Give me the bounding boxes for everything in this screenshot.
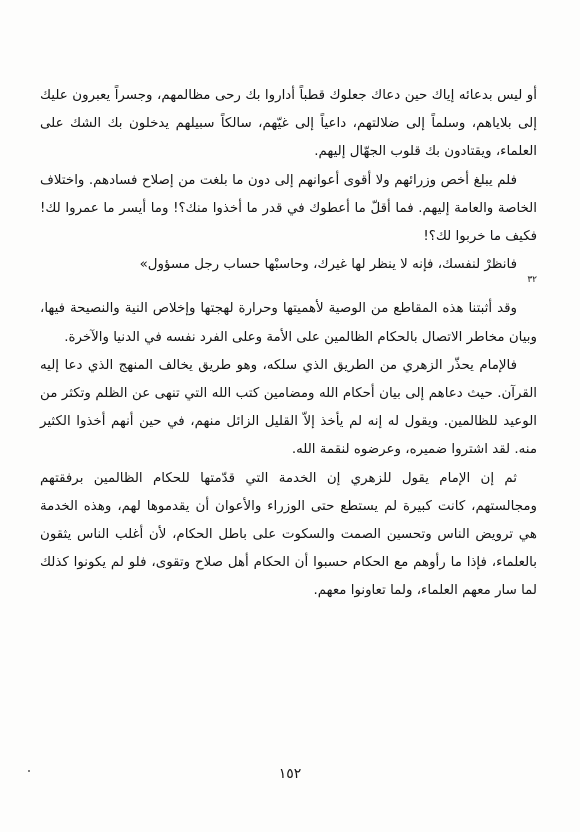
footnote-reference: ٣٢ <box>527 275 537 286</box>
paragraph-2: فلم يبلغ أخص وزرائهم ولا أقوى أعوانهم إلى دون ما بلغت من إصلاح فسادهم. واختلاف الخاصة والعامة إليهم. فما أقلّ ما أعطوك في قدر ما أخذوا منك؟! وما أيسر ما عمروا لك! فكيف ما خربوا لك؟! <box>40 172 537 245</box>
paragraph-6: ثم إن الإمام يقول للزهري إن الخدمة التي قدّمتها للحكام الظالمين برفقتهم ومجالستهم، كانت كبيرة لم يستطع حتى الوزراء والأعوان أن يقدموها لهم، وهذه الخدمة هي ترويض الناس وتحسين الصمت والسكوت على باطل الحكام، لأن أغلب الناس يثقون بالعلماء، فإذا ما رأوهم مع الحكام حسبوا أن الحكام أهل صلاح وتقوى، فلو لم يكونوا كذلك لما سار معهم العلماء، ولما تعاونوا معهم. <box>40 470 537 599</box>
paragraph-1: أو ليس بدعائه إياك حين دعاك جعلوك قطباً أداروا بك رحى مظالمهم، وجسراً يعبرون عليك إلى بلاياهم، وسلماً إلى ضلالتهم، داعياً إلى غيّهم، سالكاً سبيلهم يدخلون بك الشك على العلماء، ويقتادون بك قلوب الجهّال إليهم. <box>40 88 537 160</box>
body-text <box>40 82 537 606</box>
paragraph-4: وقد أثبتنا هذه المقاطع من الوصية لأهميتها وحرارة لهجتها وإخلاص النية والنصيحة فيها، وبيان مخاطر الاتصال بالحكام الظالمين على الأمة وعلى الفرد نفسه في الدنيا والآخرة. <box>40 301 537 345</box>
paragraph-3: فانظرْ لنفسك، فإنه لا ينظر لها غيرك، وحاسبْها حساب رجل مسؤول» <box>139 257 517 273</box>
page-number: ١٥٢ <box>278 766 302 782</box>
scan-speck <box>28 770 30 772</box>
paragraph-5: فالإمام يحذّر الزهري من الطريق الذي سلكه، وهو طريق يخالف المنهج الذي دعا إليه القرآن. حيث دعاهم إلى بيان أحكام الله ومضامين كتب الله التي تنهى عن الظلم وتكثر من الوعيد للظالمين. ويقول له إنه لم يأخذ إلاّ القليل الزائل منهم، في حين أنهم أخذوا الكثير منه. لقد اشتروا ضميره، وعرضوه لنقمة الله. <box>40 357 537 458</box>
